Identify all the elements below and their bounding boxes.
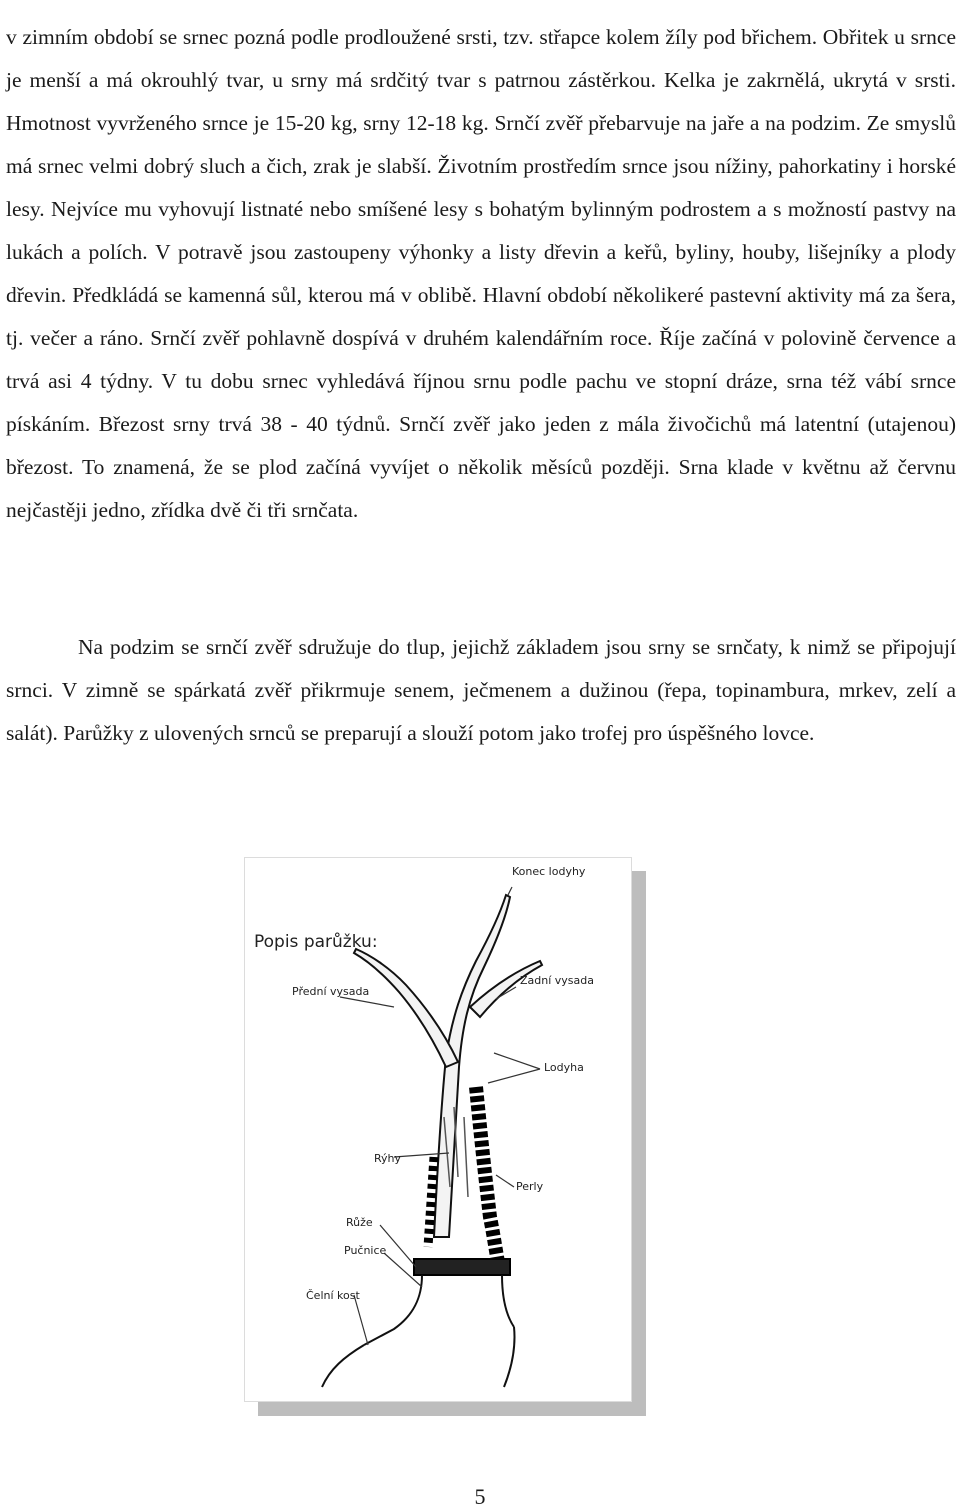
page-number: 5 <box>474 1484 486 1509</box>
label-zadni-vysada: Zadní vysada <box>520 974 594 987</box>
label-celni-kost: Čelní kost <box>306 1289 360 1302</box>
figure-title: Popis parůžku: <box>254 932 378 952</box>
paragraph-main: v zimním období se srnec pozná podle prodloužené srsti, tzv. střapce kolem žíly pod břichem. Obřitek u srnce je menší a má okrouhlý tvar, u srny má srdčitý tvar s patrnou zástěrkou. Kelka je zakrnělá, ukrytá v srsti. Hmotnost vyvrženého srnce je 15-20 kg, srny 12-18 kg. Srnčí zvěř přebarvuje na jaře a na podzim. Ze smyslů má srnec velmi dobrý sluch a čich, zrak je slabší. Životním prostředím srnce jsou nížiny, pahorkatiny i horské lesy. Nejvíce mu vyhovují listnaté nebo smíšené lesy s bohatým bylinným podrostem a s možností pastvy na lukách a polích. V potravě jsou zastoupeny výhonky a listy dřevin a keřů, byliny, houby, lišejníky a plody dřevin. Předkládá se kamenná sůl, kterou má v oblibě. Hlavní období několikeré pastevní aktivity má za šera, tj. večer a ráno. Srnčí zvěř pohlavně dospívá v druhém kalendářním roce. Říje začíná v polovině července a trvá asi 4 týdny. V tu dobu srnec vyhledává říjnou srnu podle pachu ve stopní dráze, srna též vábí srnce pískáním. Březost srny trvá 38 - 40 týdnů. Srnčí zvěř jako jeden z mála živočichů má latentní (utajenou) březost. To znamená, že se plod začíná vyvíjet o několik měsíců později. Srna klade v květnu až červnu nejčastěji jedno, zřídka dvě či tři srnčata. <box>6 24 956 522</box>
antler-figure <box>244 857 630 1400</box>
antler-drawing <box>322 895 542 1387</box>
label-ryhy: Rýhy <box>374 1152 402 1165</box>
antler-diagram <box>244 857 630 1400</box>
label-perly: Perly <box>516 1180 544 1193</box>
label-konec-lodyhy: Konec lodyhy <box>512 865 586 878</box>
label-pucnice: Pučnice <box>344 1244 387 1257</box>
paragraph-second <box>6 626 956 755</box>
label-lodyha: Lodyha <box>544 1061 584 1074</box>
label-predni-vysada: Přední vysada <box>292 985 370 998</box>
label-ruze: Růže <box>346 1216 373 1229</box>
paragraph-second-text: Na podzim se srnčí zvěř sdružuje do tlup, jejichž základem jsou srny se srnčaty, k nimž se připojují srnci. V zimně se spárkatá zvěř přikrmuje senem, ječmenem a dužinou (řepa, topinambura, mrkev, zelí a salát). Parůžky z ulovených srnců se preparují a slouží potom jako trofej pro úspěšného lovce. <box>6 634 956 745</box>
